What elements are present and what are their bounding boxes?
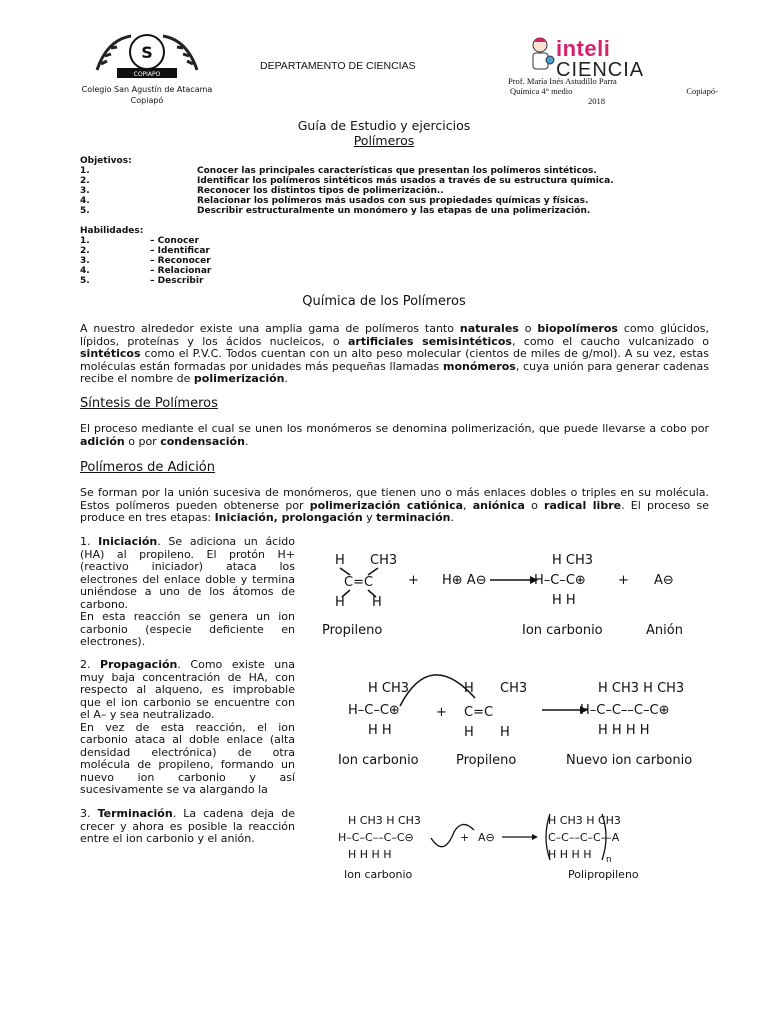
school-name: Colegio San Agustín de Atacama xyxy=(81,85,213,94)
svg-text:+: + xyxy=(618,573,629,588)
step-termination: 3. Terminación. La cadena deja de crecer y ahora es posible la reacción entre el ion carbonio y el anión. xyxy=(80,807,295,845)
school-crest-icon xyxy=(87,30,207,82)
guide-title: Guía de Estudio y ejercicios xyxy=(297,118,471,133)
list-item: 3. Reconocer los distintos tipos de polimerización.. xyxy=(80,186,444,196)
section-addition-title: Polímeros de Adición xyxy=(80,460,215,475)
city-label: Copiapó- xyxy=(686,86,718,96)
anion-symbol: A⊖ xyxy=(654,573,674,588)
svg-text:H: H xyxy=(464,681,474,696)
addition-paragraph: Se forman por la unión sucesiva de monómeros, que tienen uno o más enlaces dobles o triples en su molécula. Estos polímeros pueden obtenerse por polimerización catiónica, aniónica o radical libre. El proceso se produce en tres etapas: Iniciación, prolongación y terminación. xyxy=(80,486,710,524)
school-block xyxy=(62,30,232,106)
initiation-diagram xyxy=(320,540,720,640)
atom-h: H xyxy=(335,553,345,568)
svg-text:H H: H H xyxy=(552,593,576,608)
label-propylene: Propileno xyxy=(456,753,517,768)
svg-text:H H H H: H H H H xyxy=(348,848,392,861)
label-carbocation: Ion carbonio xyxy=(522,623,603,638)
svg-text:H CH3 H CH3: H CH3 H CH3 xyxy=(348,814,421,827)
double-bond: C=C xyxy=(464,705,494,720)
termination-diagram xyxy=(336,808,716,886)
atom-h: H xyxy=(335,595,345,610)
step-propagation: 2. Propagación. Como existe una muy baja concentración de HA, con respecto al alqueno, es improbable que el ion carbonio se encuentre con el A– y sea neutralizado. En vez de esta reacción, el ion carbonio ataca al doble enlace (alta densidad electrónica) de otra molécula de propileno, formando un nuevo ion carbonio y así sucesivamente se va alargando la xyxy=(80,658,295,796)
anion-symbol: A⊖ xyxy=(478,831,495,844)
carbocation-chain: H–C–C––C–C⊖ xyxy=(338,831,414,844)
course-label: Química 4° medio xyxy=(510,86,573,96)
skills-label: Habilidades: xyxy=(80,226,144,236)
label-new-carbocation: Nuevo ion carbonio xyxy=(566,753,693,768)
label-carbocation: Ion carbonio xyxy=(338,753,419,768)
department-label: DEPARTAMENTO DE CIENCIAS xyxy=(260,60,416,72)
label-propylene: Propileno xyxy=(322,623,383,638)
svg-text:H H H H: H H H H xyxy=(548,848,592,861)
carbocation-chain: H–C–C⊕ xyxy=(534,573,586,588)
atom-h: H xyxy=(372,595,382,610)
svg-text:H: H xyxy=(500,725,510,740)
new-carbocation-chain: H–C–C––C–C⊕ xyxy=(580,703,670,718)
section-chemistry-title: Química de los Polímeros xyxy=(302,294,466,309)
svg-text:S: S xyxy=(141,43,153,62)
list-item: 3. – Reconocer xyxy=(80,256,211,266)
intro-paragraph: A nuestro alrededor existe una amplia gama de polímeros tanto naturales o biopolímeros como glúcidos, lípidos, proteínas y los ácidos nucleicos, o artificiales semisintéticos, como el caucho vulcanizado o sintéticos como el P.V.C. Todos cuentan con un alto peso molecular (cientos de miles de g/mol). A su vez, estas moléculas están formadas por unidades más pequeñas llamadas monómeros, cuya unión para generar cadenas recibe el nombre de polimerización. xyxy=(80,322,709,385)
label-carbocation: Ion carbonio xyxy=(344,868,413,881)
list-item: 1. – Conocer xyxy=(80,236,199,246)
list-item: 2. – Identificar xyxy=(80,246,210,256)
school-city: Copiapó xyxy=(130,96,164,105)
svg-text:H CH3 H CH3: H CH3 H CH3 xyxy=(598,681,685,696)
label-anion: Anión xyxy=(646,623,683,638)
polymer-chain: C–C––C–C—A xyxy=(548,831,620,844)
skills-list xyxy=(80,226,380,286)
synthesis-paragraph: El proceso mediante el cual se unen los monómeros se denomina polimerización, que puede llevarse a cobo por adición o por condensación. xyxy=(80,422,709,448)
svg-text:H: H xyxy=(464,725,474,740)
svg-text:COPIAPO: COPIAPO xyxy=(133,71,161,78)
repeat-n: n xyxy=(606,855,612,865)
double-bond: C=C xyxy=(344,575,374,590)
propagation-diagram xyxy=(330,668,720,772)
scientist-icon xyxy=(528,36,556,76)
list-item: 4. – Relacionar xyxy=(80,266,212,276)
plus-sign: + xyxy=(408,573,419,588)
svg-text:H H H H: H H H H xyxy=(598,723,650,738)
list-item: 2. Identificar los polímeros sintéticos más usados a través de su estructura química. xyxy=(80,176,614,186)
acid-ha: H⊕ A⊖ xyxy=(442,573,487,588)
guide-subtitle: Polímeros xyxy=(353,133,415,148)
svg-text:CH3: CH3 xyxy=(500,681,528,696)
svg-text:H CH3 H CH3: H CH3 H CH3 xyxy=(548,814,621,827)
svg-text:H CH3: H CH3 xyxy=(368,681,410,696)
plus-sign: + xyxy=(460,831,470,844)
svg-text:H CH3: H CH3 xyxy=(552,553,594,568)
carbocation-chain: H–C–C⊕ xyxy=(348,703,400,718)
list-item: 5. Describir estructuralmente un monómero y las etapas de una polimerización. xyxy=(80,206,591,216)
group-ch3: CH3 xyxy=(370,553,398,568)
objectives-list xyxy=(80,156,680,216)
brand-line-2: CIENCIA xyxy=(556,59,645,81)
list-item: 1. Conocer las principales características que presentan los polímeros sintéticos. xyxy=(80,166,597,176)
list-item: 5. – Describir xyxy=(80,276,204,286)
list-item: 4. Relacionar los polímeros más usados con sus propiedades químicas y físicas. xyxy=(80,196,589,206)
section-synthesis-title: Síntesis de Polímeros xyxy=(80,396,218,411)
year-label: 2018 xyxy=(588,96,605,106)
objectives-label: Objetivos: xyxy=(80,156,132,166)
plus-sign: + xyxy=(436,705,447,720)
brand-line-1: inteli xyxy=(556,36,611,61)
step-initiation: 1. Iniciación. Se adiciona un ácido (HA) al propileno. El protón H+ (reactivo iniciador) ataca los electrones del enlace doble y termina uniéndose a uno de los átomos de carbono. En esta reacción se genera un ion carbonio (especie deficiente en electrones). xyxy=(80,535,295,648)
svg-text:H H: H H xyxy=(368,723,392,738)
label-polypropylene: Polipropileno xyxy=(568,868,639,881)
professor-block xyxy=(508,76,718,106)
professor-name: Prof. María Inés Astudillo Parra xyxy=(508,76,617,86)
